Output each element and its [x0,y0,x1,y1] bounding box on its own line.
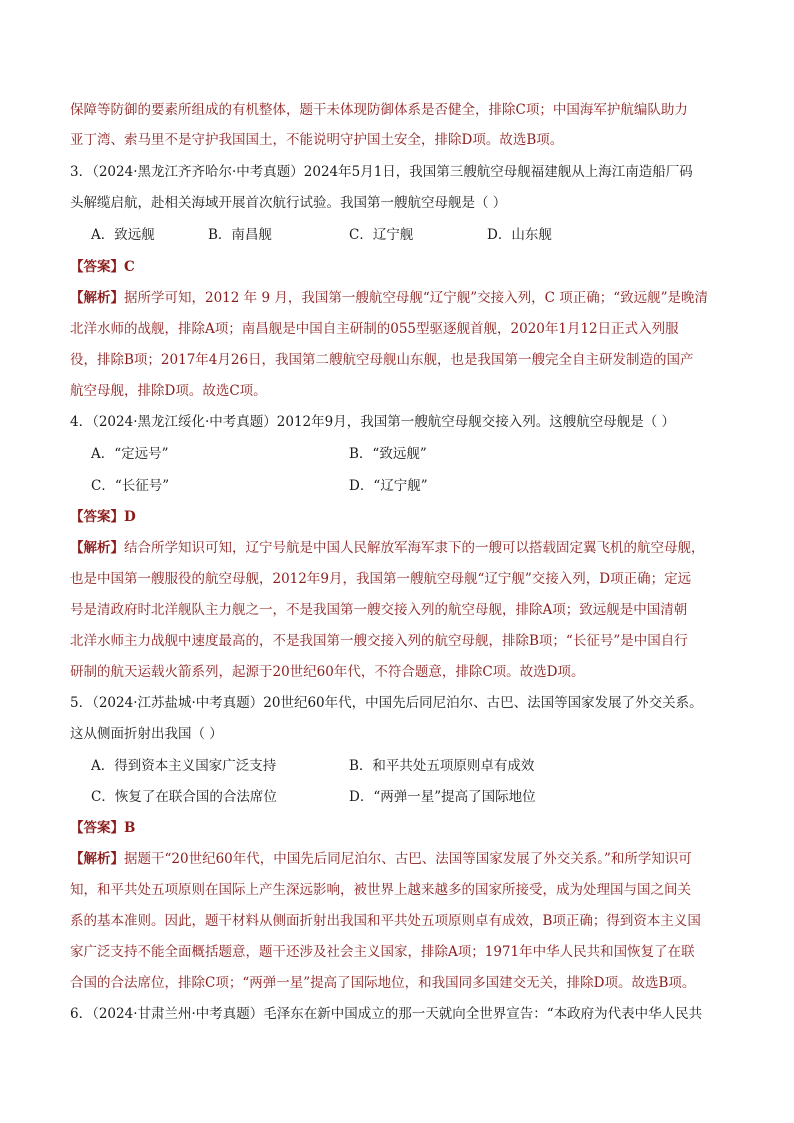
explanation-text: 据题干“20世纪60年代，中国先后同尼泊尔、古巴、法国等国家发展了外交关系。”和所学知识可 [124,851,692,867]
q3-explanation-line [70,288,708,308]
answer-label: 【答案】 [70,259,124,275]
q5-option-b: B．和平共处五项原则卓有成效 [349,758,535,774]
explanation-text: 结合所学知识可知，辽宁号航是中国人民解放军海军隶下的一艘可以搭载固定翼飞机的航空母舰， [124,540,705,556]
answer-value: B [124,820,136,836]
q4-answer [70,507,136,527]
question-3-stem: 3．（2024·黑龙江齐齐哈尔·中考真题）2024年5月1日，我国第三艘航空母舰福建舰从上海江南造船厂码 [70,164,693,180]
explanation-label: 【解析】 [70,290,124,306]
q4-explanation-line [70,538,705,558]
q4-explanation-line: 北洋水师主力战舰中速度最高的，不是我国第一艘交接入列的航空母舰，排除B项；“长征号”是中国自行 [70,633,688,649]
explanation-label: 【解析】 [70,540,124,556]
answer-label: 【答案】 [70,509,124,525]
explanation-text: 据所学可知，2012 年 9 月，我国第一艘航空母舰“辽宁舰”交接入列，C 项正确；“致远舰”是晚清 [124,290,709,306]
question-4-stem: 4．（2024·黑龙江绥化·中考真题）2012年9月，我国第一艘航空母舰交接入列。这艘航空母舰是（ ） [70,414,676,430]
q5-explanation-line: 知，和平共处五项原则在国际上产生深远影响，被世界上越来越多的国家所接受，成为处理国与国之间关 [70,882,691,898]
q5-explanation-line: 系的基本准则。因此，题干材料从侧面折射出我国和平共处五项原则卓有成效，B项正确；得到资本主义国 [70,913,701,929]
q4-explanation-line: 研制的航天运载火箭系列，起源于20世纪60年代，不符合题意，排除C项。故选D项。 [70,664,585,680]
q5-answer [70,818,135,838]
q3-explanation-line: 役，排除B项；2017年4月26日，我国第二艘航空母舰山东舰，也是我国第一艘完全自主研发制造的国产 [70,352,694,368]
answer-label: 【答案】 [70,820,124,836]
answer-value: C [124,259,135,275]
q5-option-a: A．得到资本主义国家广泛支持 [91,758,277,774]
question-3-stem-cont: 头解缆启航，赴相关海域开展首次航行试验。我国第一艘航空母舰是（ ） [70,195,507,211]
q3-explanation-line: 航空母舰，排除D项。故选C项。 [70,383,267,399]
q4-option-b: B．“致远舰” [349,446,427,462]
q5-explanation-line: 家广泛支持不能全面概括题意，题干还涉及社会主义国家，排除A项；1971年中华人民共和国恢复了在联 [70,944,695,960]
paragraph-line: 亚丁湾、索马里不是守护我国国土，不能说明守护国土安全，排除D项。故选B项。 [70,132,564,148]
question-5-stem-cont: 这从侧面折射出我国（ ） [70,726,223,742]
q5-option-d: D．“两弹一星”提高了国际地位 [349,789,536,805]
q3-option-d: D．山东舰 [487,227,552,243]
q4-explanation-line: 也是中国第一艘服役的航空母舰，2012年9月，我国第一艘航空母舰“辽宁舰”交接入列，D项正确；定远 [70,571,692,587]
q3-option-c: C．辽宁舰 [349,227,414,243]
q4-option-d: D．“辽宁舰” [349,478,428,494]
answer-value: D [124,509,136,525]
q5-option-c: C．恢复了在联合国的合法席位 [91,789,277,805]
q5-explanation-line: 合国的合法席位，排除C项；“两弹一星”提高了国际地位，和我国同多国建交无关，排除D项。故选B项。 [70,975,696,991]
q4-explanation-line: 号是清政府时北洋舰队主力舰之一，不是我国第一艘交接入列的航空母舰，排除A项；致远舰是中国清朝 [70,602,688,618]
q4-option-a: A．“定远号” [91,446,169,462]
q3-answer [70,257,135,277]
question-6-stem: 6．（2024·甘肃兰州·中考真题）毛泽东在新中国成立的那一天就向全世界宣告：“本政府为代表中华人民共 [70,1006,703,1022]
q3-option-b: B．南昌舰 [208,227,272,243]
q3-option-a: A．致远舰 [91,227,155,243]
q4-option-c: C．“长征号” [91,478,170,494]
q5-explanation-line [70,849,692,869]
explanation-label: 【解析】 [70,851,124,867]
paragraph-line: 保障等防御的要素所组成的有机整体，题干未体现防御体系是否健全，排除C项；中国海军护航编队助力 [70,102,688,118]
q3-explanation-line: 北洋水师的战舰，排除A项；南昌舰是中国自主研制的055型驱逐舰首舰，2020年1月12日正式入列服 [70,321,679,337]
question-5-stem: 5．（2024·江苏盐城·中考真题）20世纪60年代，中国先后同尼泊尔、古巴、法国等国家发展了外交关系。 [70,695,703,711]
